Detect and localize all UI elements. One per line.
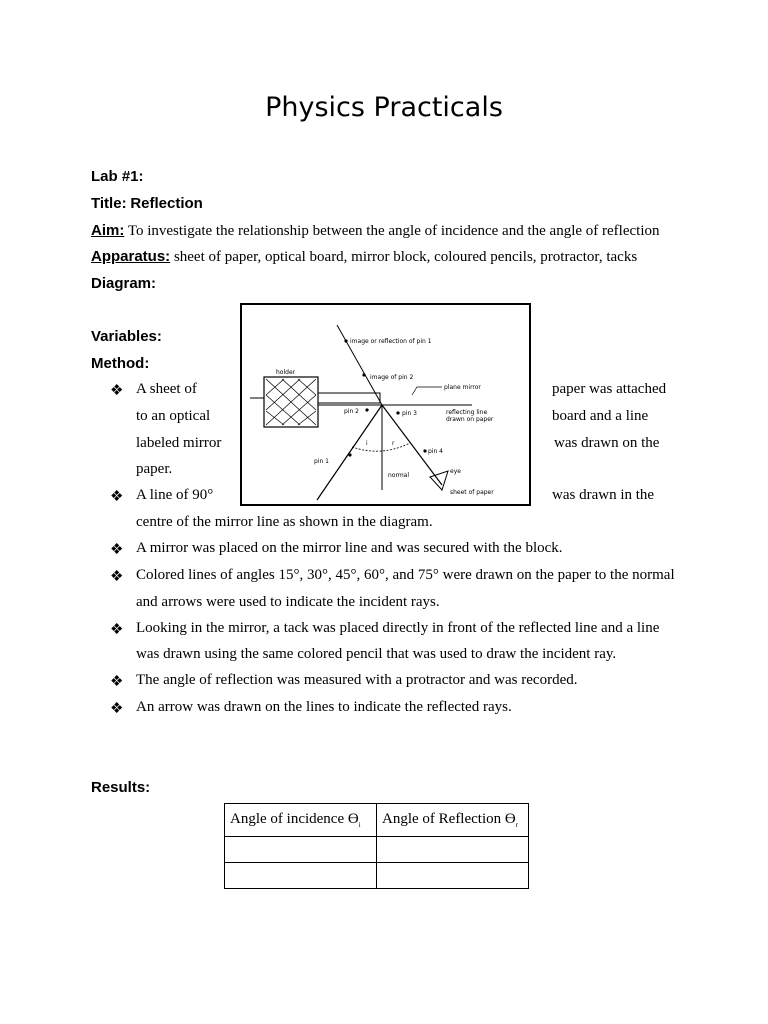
image-pin2-label: image of pin 2	[370, 374, 414, 381]
header-angle-incidence: Angle of incidence $Ɵ_i$	[225, 804, 377, 837]
reflection-diagram-svg	[242, 305, 529, 504]
method-line-1a: A sheet of	[136, 381, 197, 397]
pin4-label: pin 4	[428, 448, 444, 455]
method-line-2b: board and a line	[552, 408, 649, 424]
title-label: Title:	[91, 195, 127, 212]
apparatus-value: sheet of paper, optical board, mirror block, coloured pencils, protractor, tacks	[173, 249, 638, 265]
bullet-icon: ❖	[110, 489, 124, 505]
angle-r-label: r	[392, 440, 395, 447]
reflecting-line-label: reflecting line	[446, 409, 488, 416]
pin2-label: pin 2	[344, 408, 360, 415]
bullet-icon: ❖	[110, 622, 124, 638]
drawn-on-paper-label: drawn on paper	[446, 416, 494, 423]
method-line-3a: labeled mirror	[136, 435, 222, 451]
pin-icon	[362, 373, 365, 376]
table-row	[225, 837, 529, 863]
header-angle-reflection: Angle of Reflection $Ɵ_r$	[377, 804, 529, 837]
table-cell[interactable]	[377, 863, 529, 889]
method-line-6a: centre of the mirror line as shown in the diagram.	[136, 514, 433, 530]
method-step: Colored lines of angles 15°, 30°, 45°, 60°, and 75° were drawn on the paper to the normal	[136, 567, 675, 583]
plane-mirror-label: plane mirror	[444, 384, 481, 391]
mirror-block	[318, 393, 380, 403]
incident-ray	[317, 405, 382, 500]
table-cell[interactable]	[377, 837, 529, 863]
results-label: Results:	[91, 779, 151, 796]
aim-label: Aim:	[91, 222, 125, 239]
image-label: image or reflection of pin 1	[350, 338, 432, 345]
method-line-5b: was drawn in the	[552, 487, 655, 503]
method-step: An arrow was drawn on the lines to indicate the reflected rays.	[136, 699, 512, 715]
method-line-5a: A line of 90°	[136, 487, 214, 503]
angle-arc	[352, 443, 410, 451]
method-step: was drawn using the same colored pencil that was used to draw the incident ray.	[136, 646, 617, 662]
holder-hatch	[266, 379, 316, 425]
method-line-3b: was drawn on the	[554, 435, 660, 451]
reflection-diagram	[240, 303, 531, 506]
title-value: Reflection	[130, 195, 203, 212]
method-step: and arrows were used to indicate the incident rays.	[136, 594, 440, 610]
pin-icon	[348, 453, 351, 456]
pin-icon	[396, 411, 399, 414]
bullet-icon: ❖	[110, 542, 124, 558]
pin-icon	[423, 449, 426, 452]
normal-label: normal	[388, 472, 410, 479]
results-table	[224, 803, 529, 889]
method-line-2a: to an optical	[136, 408, 211, 424]
method-step: Looking in the mirror, a tack was placed directly in front of the reflected line and a line	[136, 620, 660, 636]
lab-number: Lab #1:	[91, 168, 144, 185]
variables-label: Variables:	[91, 328, 162, 345]
pin1-label: pin 1	[314, 458, 330, 465]
method-line-1b: paper was attached	[552, 381, 667, 397]
method-line-4a: paper.	[136, 461, 173, 477]
bullet-icon: ❖	[110, 701, 124, 717]
apparatus-label: Apparatus:	[91, 248, 171, 265]
apparatus-line	[91, 248, 637, 266]
eye-label: eye	[450, 468, 461, 475]
table-cell[interactable]	[225, 863, 377, 889]
mirror-pointer	[412, 387, 442, 395]
pin-icon	[344, 339, 347, 342]
method-step: A mirror was placed on the mirror line and was secured with the block.	[136, 540, 563, 556]
bullet-icon: ❖	[110, 674, 124, 690]
holder-label: holder	[276, 369, 296, 376]
angle-i-label: i	[366, 440, 368, 447]
table-cell[interactable]	[225, 837, 377, 863]
table-row	[225, 863, 529, 889]
method-label: Method:	[91, 355, 150, 372]
title-line	[91, 195, 203, 213]
table-header-row	[225, 804, 529, 837]
diagram-label: Diagram:	[91, 275, 157, 292]
aim-value: To investigate the relationship between the angle of incidence and the angle of reflection	[127, 223, 660, 239]
aim-line	[91, 222, 660, 240]
bullet-icon: ❖	[110, 383, 124, 399]
pin3-label: pin 3	[402, 410, 418, 417]
bullet-icon: ❖	[110, 569, 124, 585]
method-step: The angle of reflection was measured with a protractor and was recorded.	[136, 672, 578, 688]
page-title: Physics Practicals	[265, 92, 503, 123]
pin-icon	[365, 408, 368, 411]
sheet-of-paper-label: sheet of paper	[450, 489, 494, 496]
